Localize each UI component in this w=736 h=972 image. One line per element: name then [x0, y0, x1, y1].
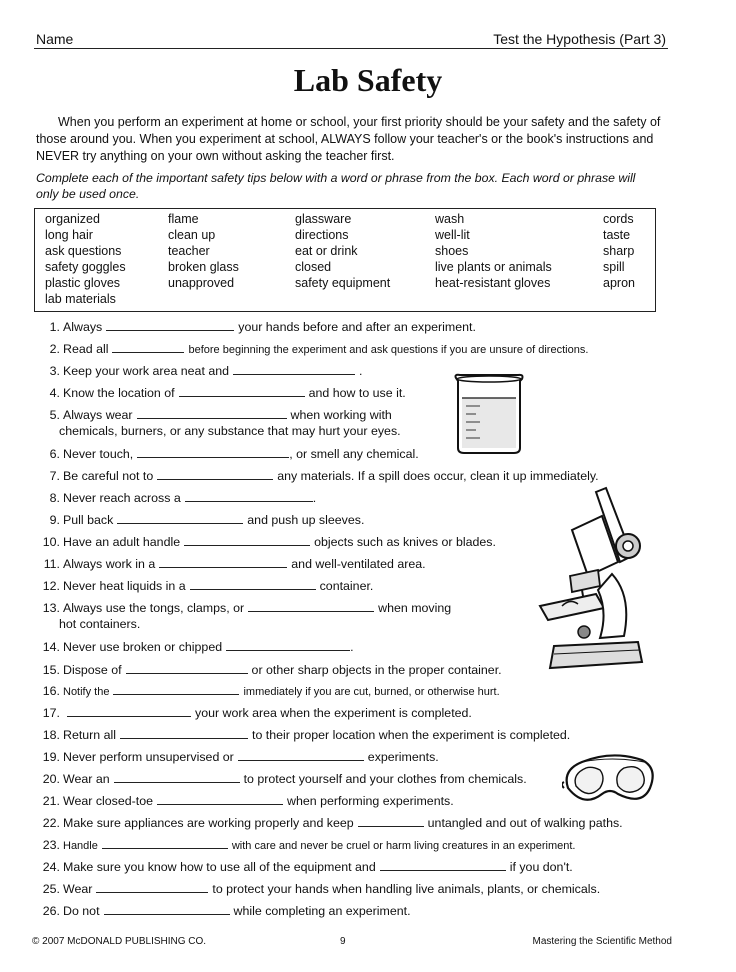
name-label: Name: [36, 31, 74, 47]
page-title: Lab Safety: [293, 62, 443, 98]
word-option: closed: [295, 260, 332, 274]
answer-blank[interactable]: [117, 512, 243, 524]
word-box: [34, 208, 656, 312]
answer-blank[interactable]: [179, 385, 305, 397]
word-option: safety goggles: [45, 260, 126, 274]
answer-blank[interactable]: [112, 341, 184, 353]
microscope-icon: [536, 486, 648, 676]
answer-blank[interactable]: [113, 683, 239, 695]
answer-blank[interactable]: [102, 837, 228, 849]
list-item: 4. Know the location of and how to use it.: [49, 386, 406, 400]
answer-blank[interactable]: [126, 662, 248, 674]
list-item: 14. Never use broken or chipped .: [42, 640, 354, 654]
beaker-icon: [452, 372, 526, 456]
word-option: heat-resistant gloves: [435, 276, 551, 290]
word-column-2: [168, 211, 239, 291]
word-column-5: [603, 211, 635, 291]
intro-paragraph: When you perform an experiment at home or school, your first priority should be your safety and the safety of those around you. When you experiment at school, ALWAYS follow your teacher's or the book's instructions and NEVER try anything on your own without asking the teacher first.: [36, 115, 661, 163]
word-option: live plants or animals: [435, 260, 552, 274]
word-option: cords: [603, 212, 634, 226]
word-option: broken glass: [168, 260, 239, 274]
word-column-1: [45, 211, 126, 307]
list-item: 26. Do not while completing an experiment.: [42, 904, 411, 918]
list-item: 9. Pull back and push up sleeves.: [49, 513, 365, 527]
copyright-text: © 2007 McDONALD PUBLISHING CO.: [32, 936, 207, 947]
list-item: 12. Never heat liquids in a container.: [42, 579, 374, 593]
word-option: unapproved: [168, 276, 235, 290]
answer-blank[interactable]: [137, 407, 287, 419]
list-item: 22. Make sure appliances are working properly and keep untangled and out of walking paths.: [42, 816, 623, 830]
word-option: taste: [603, 228, 631, 242]
list-item: 1. Always your hands before and after an experiment.: [49, 320, 476, 334]
section-label: Test the Hypothesis (Part 3): [493, 31, 666, 47]
word-option: flame: [168, 212, 199, 226]
word-column-4: [435, 211, 552, 291]
word-option: organized: [45, 212, 100, 226]
instructions-paragraph: Complete each of the important safety tips below with a word or phrase from the box. Each word or phrase will only be used once.: [36, 171, 636, 201]
list-item: 17. your work area when the experiment is completed.: [42, 706, 472, 720]
answer-blank[interactable]: [190, 578, 316, 590]
answer-blank[interactable]: [159, 556, 287, 568]
book-title: Mastering the Scientific Method: [532, 936, 672, 947]
answer-blank[interactable]: [120, 727, 248, 739]
list-item: 19. Never perform unsupervised or experiments.: [42, 750, 439, 764]
list-item: 3. Keep your work area neat and .: [49, 364, 363, 378]
list-item: 23. Handle with care and never be cruel or harm living creatures in an experiment.: [42, 838, 576, 852]
answer-blank[interactable]: [157, 468, 273, 480]
list-item: 5. Always wear when working with chemicals, burners, or any substance that may hurt your eyes.: [49, 408, 401, 438]
answer-blank[interactable]: [104, 903, 230, 915]
word-option: wash: [435, 212, 465, 226]
word-option: lab materials: [45, 292, 116, 306]
answer-blank[interactable]: [137, 446, 289, 458]
word-option: apron: [603, 276, 635, 290]
list-item: 13. Always use the tongs, clamps, or when moving hot containers.: [42, 601, 452, 631]
word-option: glassware: [295, 212, 352, 226]
answer-blank[interactable]: [358, 815, 424, 827]
word-option: plastic gloves: [45, 276, 121, 290]
answer-blank[interactable]: [67, 705, 191, 717]
answer-blank[interactable]: [185, 490, 313, 502]
word-option: well-lit: [435, 228, 470, 242]
list-item: 25. Wear to protect your hands when handling live animals, plants, or chemicals.: [42, 882, 601, 896]
list-item: 16. Notify the immediately if you are cut, burned, or otherwise hurt.: [42, 684, 500, 698]
list-item: 10. Have an adult handle objects such as knives or blades.: [42, 535, 496, 549]
worksheet-header: [34, 28, 668, 49]
word-option: long hair: [45, 228, 93, 242]
list-item: 18. Return all to their proper location when the experiment is completed.: [42, 728, 571, 742]
word-column-3: [295, 211, 390, 291]
list-item: 20. Wear an to protect yourself and your clothes from chemicals.: [42, 772, 527, 786]
answer-blank[interactable]: [238, 749, 364, 761]
answer-blank[interactable]: [233, 363, 355, 375]
word-option: sharp: [603, 244, 635, 258]
page-number: 9: [340, 936, 346, 947]
answer-blank[interactable]: [114, 771, 240, 783]
word-option: safety equipment: [295, 276, 391, 290]
safety-goggles-icon: [562, 748, 658, 812]
word-option: directions: [295, 228, 349, 242]
list-item: 24. Make sure you know how to use all of the equipment and if you don't.: [42, 860, 573, 874]
answer-blank[interactable]: [248, 600, 374, 612]
word-option: clean up: [168, 228, 216, 242]
answer-blank[interactable]: [226, 639, 350, 651]
answer-blank[interactable]: [184, 534, 310, 546]
list-item: 11. Always work in a and well-ventilated area.: [43, 557, 426, 571]
word-option: shoes: [435, 244, 469, 258]
answer-blank[interactable]: [106, 319, 234, 331]
list-item: 21. Wear closed-toe when performing experiments.: [42, 794, 454, 808]
word-option: teacher: [168, 244, 210, 258]
answer-blank[interactable]: [380, 859, 506, 871]
word-option: eat or drink: [295, 244, 358, 258]
word-option: spill: [603, 260, 625, 274]
list-item: 15. Dispose of or other sharp objects in the proper container.: [42, 663, 502, 677]
answer-blank[interactable]: [96, 881, 208, 893]
answer-blank[interactable]: [157, 793, 283, 805]
list-item: 6. Never touch, , or smell any chemical.: [49, 447, 419, 461]
list-item: 8. Never reach across a .: [49, 491, 317, 505]
word-option: ask questions: [45, 244, 122, 258]
list-item: 2. Read all before beginning the experiment and ask questions if you are unsure of directions.: [49, 342, 589, 356]
list-item: 7. Be careful not to any materials. If a spill does occur, clean it up immediately.: [49, 469, 599, 483]
